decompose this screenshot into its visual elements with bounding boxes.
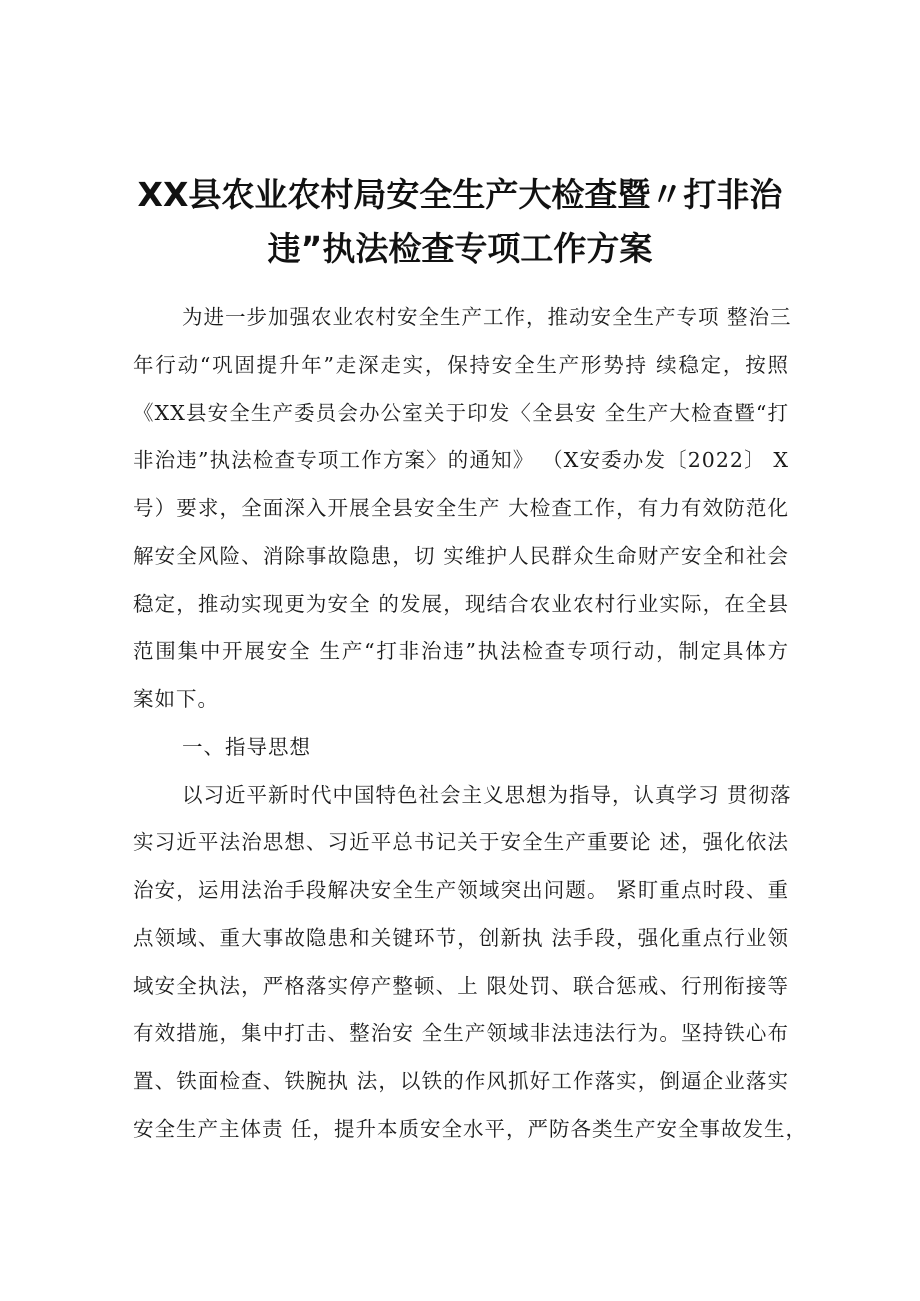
paragraph-2-line-7: 置、铁面检查、铁腕执 法，以铁的作风抓好工作落实，倒逼企业落实	[133, 1069, 789, 1093]
document-title-line-2: 违”执法检查专项工作方案	[267, 229, 653, 268]
paragraph-1-line-2: 年行动“巩固提升年”走深走实，保持安全生产形势持 续稳定，按照	[133, 353, 789, 377]
section-heading-guiding-ideology: 一、指导思想	[182, 735, 311, 759]
paragraph-1-line-6: 解安全风险、消除事故隐患，切 实维护人民群众生命财产安全和社会	[133, 544, 789, 568]
paragraph-1-line-7: 稳定，推动实现更为安全 的发展，现结合农业农村行业实际，在全县	[133, 592, 789, 616]
paragraph-1-line-8: 范围集中开展安全 生产“打非治违”执法检查专项行动，制定具体方	[133, 639, 789, 663]
document-title-line-1: XX县农业农村局安全生产大检查暨〃打非治	[137, 175, 783, 214]
paragraph-2-line-1: 以习近平新时代中国特色社会主义思想为指导，认真学习 贯彻落	[182, 783, 792, 807]
paragraph-1-line-4: 非治违”执法检查专项工作方案〉的通知》 （X安委办发〔2022〕 X	[133, 448, 789, 472]
paragraph-2-line-4: 点领域、重大事故隐患和关键环节，创新执 法手段，强化重点行业领	[133, 926, 789, 950]
paragraph-1-line-3: 《XX县安全生产委员会办公室关于印发〈全县安 全生产大检查暨“打	[133, 401, 789, 425]
paragraph-2-line-8: 安全生产主体责 任，提升本质安全水平，严防各类生产安全事故发生，	[133, 1117, 808, 1141]
paragraph-2-line-6: 有效措施，集中打击、整治安 全生产领域非法违法行为。坚持铁心布	[133, 1021, 789, 1045]
paragraph-1-line-5: 号）要求，全面深入开展全县安全生产 大检查工作，有力有效防范化	[133, 496, 789, 520]
paragraph-2-line-3: 治安，运用法治手段解决安全生产领域突出问题。 紧盯重点时段、重	[133, 878, 789, 902]
paragraph-1-line-1: 为进一步加强农业农村安全生产工作，推动安全生产专项 整治三	[182, 305, 792, 329]
paragraph-1-line-9: 案如下。	[133, 687, 219, 711]
paragraph-2-line-5: 域安全执法，严格落实停产整顿、上 限处罚、联合惩戒、行刑衔接等	[133, 974, 789, 998]
paragraph-2-line-2: 实习近平法治思想、习近平总书记关于安全生产重要论 述，强化依法	[133, 830, 789, 854]
